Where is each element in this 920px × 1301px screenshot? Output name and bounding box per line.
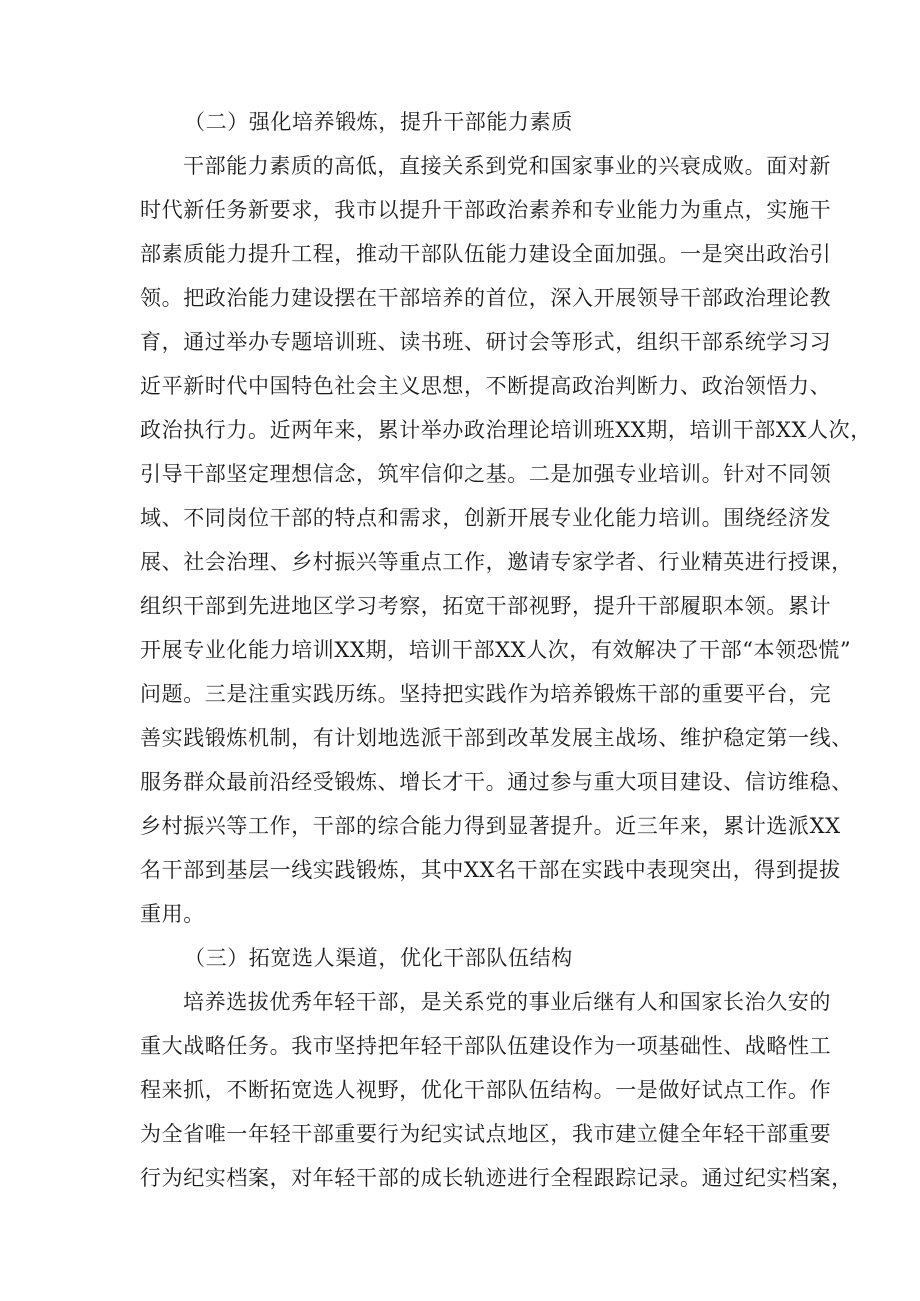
paragraph-line: 干部能力素质的高低，直接关系到党和国家事业的兴衰成败。面对新: [183, 154, 831, 178]
paragraph-line: 为全省唯一年轻干部重要行为纪实试点地区，我市建立健全年轻干部重要: [140, 1122, 832, 1146]
paragraph-line: 域、不同岗位干部的特点和需求，创新开展专业化能力培训。围绕经济发: [140, 506, 832, 530]
paragraph-line: 部素质能力提升工程，推动干部队伍能力建设全面加强。一是突出政治引: [140, 242, 832, 266]
paragraph-line: 时代新任务新要求，我市以提升干部政治素养和专业能力为重点，实施干: [140, 198, 832, 222]
paragraph-line: 乡村振兴等工作，干部的综合能力得到显著提升。近三年来，累计选派XX: [140, 814, 841, 838]
section-heading-3: （三）拓宽选人渠道，优化干部队伍结构: [184, 946, 573, 970]
paragraph-line: 重用。: [140, 902, 205, 926]
paragraph-line: 开展专业化能力培训XX期，培训干部XX人次，有效解决了干部“本领恐慌”: [140, 638, 852, 662]
paragraph-line: 组织干部到先进地区学习考察，拓宽干部视野，提升干部履职本领。累计: [140, 594, 832, 618]
paragraph-line: 行为纪实档案，对年轻干部的成长轨迹进行全程跟踪记录。通过纪实档案，: [140, 1166, 853, 1190]
paragraph-line: 程来抓，不断拓宽选人视野，优化干部队伍结构。一是做好试点工作。作: [140, 1078, 832, 1102]
paragraph-line: 育，通过举办专题培训班、读书班、研讨会等形式，组织干部系统学习习: [140, 330, 832, 354]
paragraph-line: 领。把政治能力建设摆在干部培养的首位，深入开展领导干部政治理论教: [140, 286, 832, 310]
paragraph-line: 政治执行力。近两年来，累计举办政治理论培训班XX期，培训干部XX人次，: [140, 418, 872, 442]
paragraph-line: 问题。三是注重实践历练。坚持把实践作为培养锻炼干部的重要平台，完: [140, 682, 832, 706]
paragraph-line: 培养选拔优秀年轻干部，是关系党的事业后继有人和国家长治久安的: [183, 990, 831, 1014]
paragraph-line: 重大战略任务。我市坚持把年轻干部队伍建设作为一项基础性、战略性工: [140, 1034, 832, 1058]
paragraph-line: 展、社会治理、乡村振兴等重点工作，邀请专家学者、行业精英进行授课，: [140, 550, 853, 574]
document-body: [140, 100, 872, 1200]
paragraph-line: 名干部到基层一线实践锻炼，其中XX名干部在实践中表现突出，得到提拔: [140, 858, 841, 882]
paragraph-line: 服务群众最前沿经受锻炼、增长才干。通过参与重大项目建设、信访维稳、: [140, 770, 853, 794]
paragraph-line: 引导干部坚定理想信念，筑牢信仰之基。二是加强专业培训。针对不同领: [140, 462, 832, 486]
paragraph-line: 善实践锻炼机制，有计划地选派干部到改革发展主战场、维护稳定第一线、: [140, 726, 853, 750]
paragraph-line: 近平新时代中国特色社会主义思想，不断提高政治判断力、政治领悟力、: [140, 374, 832, 398]
section-heading-2: （二）强化培养锻炼，提升干部能力素质: [184, 110, 573, 134]
